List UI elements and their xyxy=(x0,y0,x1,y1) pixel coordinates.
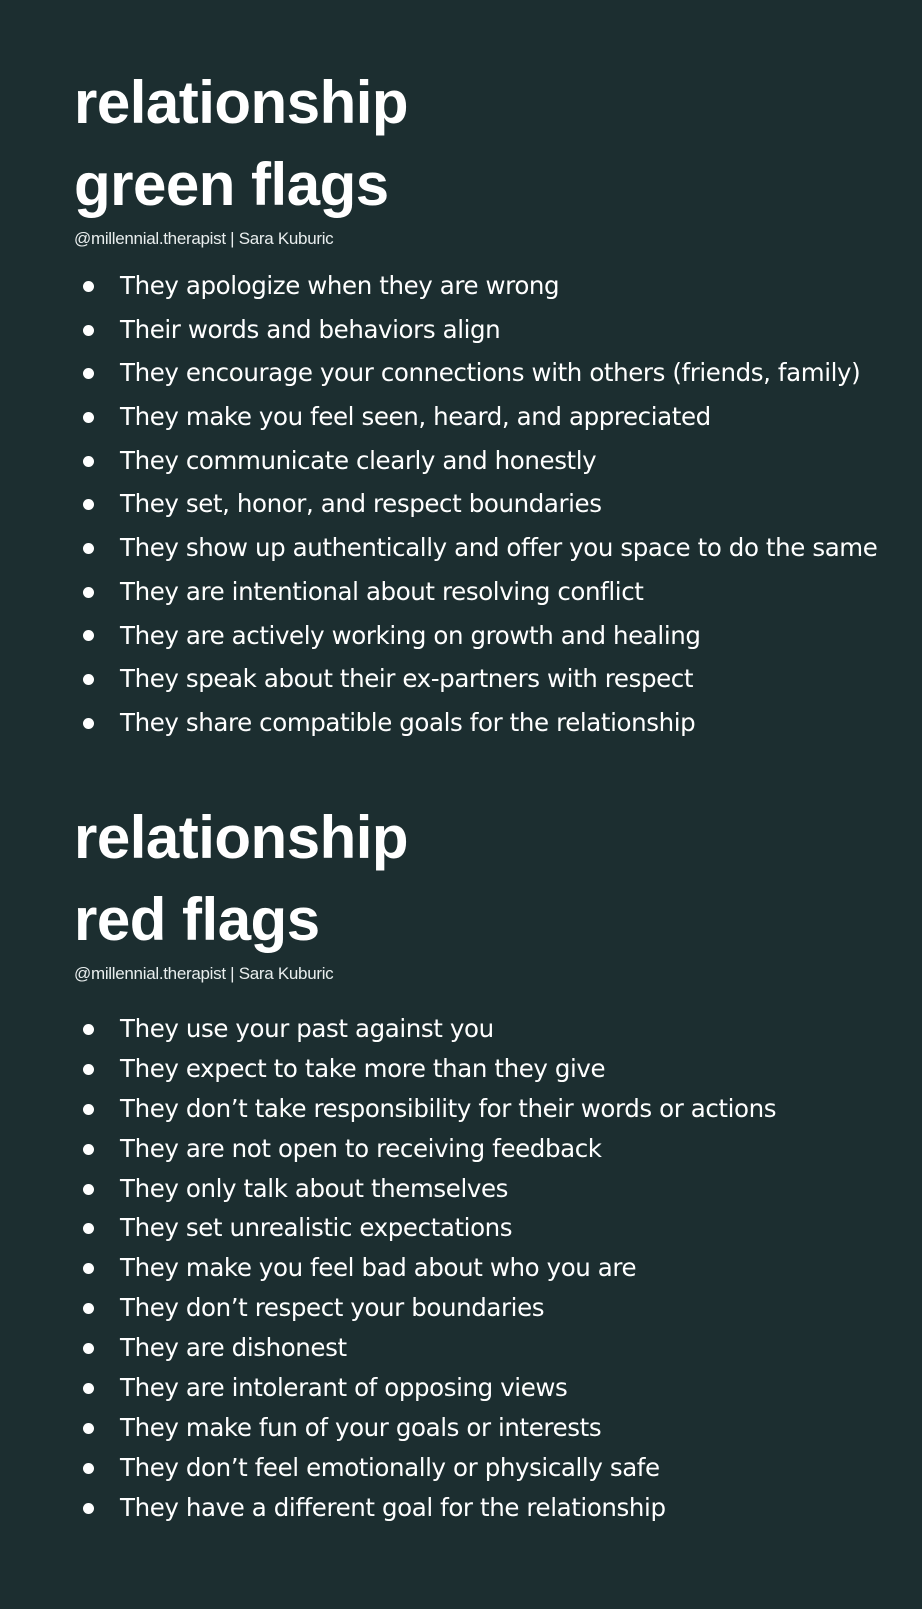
red-flag-text: They are dishonest xyxy=(120,1333,347,1363)
red-flag-text: They set unrealistic expectations xyxy=(120,1213,513,1243)
red-flags-section xyxy=(0,797,922,1528)
green-flag-text: They set, honor, and respect boundaries xyxy=(120,489,602,519)
bullet-icon xyxy=(83,674,94,685)
red-flag-text: They make fun of your goals or interests xyxy=(120,1412,602,1442)
red-flag-item xyxy=(0,1009,922,1049)
green-flag-item xyxy=(0,701,922,745)
red-flag-text: They use your past against you xyxy=(120,1014,494,1043)
bullet-icon xyxy=(83,1223,94,1234)
green-flags-section xyxy=(0,62,922,745)
green-flag-text: They speak about their ex-partners with respect xyxy=(120,664,694,694)
bullet-icon xyxy=(83,1104,94,1115)
red-flag-text: They are not open to receiving feedback xyxy=(120,1133,602,1163)
bullet-icon xyxy=(83,718,94,729)
bullet-icon xyxy=(83,630,94,641)
bullet-icon xyxy=(83,325,94,336)
red-flag-item xyxy=(0,1408,922,1448)
green-title-line1: relationship xyxy=(74,69,409,136)
red-flag-text: They are intolerant of opposing views xyxy=(120,1373,568,1403)
red-flag-item xyxy=(0,1089,922,1129)
green-flag-item xyxy=(0,570,922,614)
bullet-icon xyxy=(83,1383,94,1394)
bullet-icon xyxy=(83,368,94,379)
green-flags-credit: @millennial.therapist | Sara Kuburic xyxy=(74,229,334,248)
red-flag-item xyxy=(0,1488,922,1528)
green-flag-text: They make you feel seen, heard, and appreciated xyxy=(120,402,711,432)
bullet-icon xyxy=(83,1184,94,1195)
green-flag-text: They show up authentically and offer you space to do the same xyxy=(120,533,878,563)
green-flag-item xyxy=(0,614,922,658)
green-flag-item xyxy=(0,482,922,526)
red-flag-item xyxy=(0,1328,922,1368)
red-flag-item xyxy=(0,1169,922,1209)
green-flag-item xyxy=(0,264,922,308)
bullet-icon xyxy=(83,1503,94,1514)
green-flag-text: They are intentional about resolving conflict xyxy=(120,576,644,606)
red-flag-text: They don’t take responsibility for their words or actions xyxy=(120,1093,777,1123)
green-flag-text: They communicate clearly and honestly xyxy=(120,445,597,475)
red-flag-item xyxy=(0,1448,922,1488)
green-flag-text: They apologize when they are wrong xyxy=(120,271,560,300)
green-flag-item xyxy=(0,526,922,570)
bullet-icon xyxy=(83,1463,94,1474)
red-flag-text: They have a different goal for the relationship xyxy=(120,1492,666,1522)
green-flag-text: They share compatible goals for the relationship xyxy=(120,707,696,737)
red-flag-item xyxy=(0,1248,922,1288)
bullet-icon xyxy=(83,587,94,598)
green-flag-text: Their words and behaviors align xyxy=(120,314,501,344)
bullet-icon xyxy=(83,1263,94,1274)
green-flags-title xyxy=(0,62,922,226)
bullet-icon xyxy=(83,1303,94,1314)
bullet-icon xyxy=(83,1144,94,1155)
green-flag-text: They encourage your connections with others (friends, family) xyxy=(120,358,861,388)
bullet-icon xyxy=(83,1024,94,1035)
red-flag-text: They expect to take more than they give xyxy=(120,1053,606,1083)
green-flag-item xyxy=(0,351,922,395)
red-flag-text: They don’t respect your boundaries xyxy=(120,1293,545,1323)
red-flags-credit: @millennial.therapist | Sara Kuburic xyxy=(74,964,334,983)
green-flag-text: They are actively working on growth and healing xyxy=(120,620,701,650)
red-flags-title xyxy=(0,797,922,961)
red-flag-item xyxy=(0,1049,922,1089)
red-flag-item xyxy=(0,1208,922,1248)
red-flags-list xyxy=(0,1009,922,1528)
red-title-line1: relationship xyxy=(74,804,409,871)
green-flags-list xyxy=(0,264,922,745)
red-flag-text: They only talk about themselves xyxy=(120,1173,508,1203)
bullet-icon xyxy=(83,1343,94,1354)
green-flag-item xyxy=(0,657,922,701)
bullet-icon xyxy=(83,456,94,467)
red-title-line2: red flags xyxy=(74,886,320,953)
green-title-line2: green flags xyxy=(74,151,389,218)
bullet-icon xyxy=(83,499,94,510)
bullet-icon xyxy=(83,281,94,292)
bullet-icon xyxy=(83,1064,94,1075)
bullet-icon xyxy=(83,412,94,423)
red-flag-item xyxy=(0,1368,922,1408)
red-flag-item xyxy=(0,1129,922,1169)
red-flag-text: They make you feel bad about who you are xyxy=(120,1253,637,1283)
green-flag-item xyxy=(0,439,922,483)
bullet-icon xyxy=(83,543,94,554)
green-flag-item xyxy=(0,395,922,439)
red-flag-item xyxy=(0,1288,922,1328)
red-flag-text: They don’t feel emotionally or physically safe xyxy=(120,1452,660,1482)
green-flag-item xyxy=(0,308,922,352)
bullet-icon xyxy=(83,1423,94,1434)
